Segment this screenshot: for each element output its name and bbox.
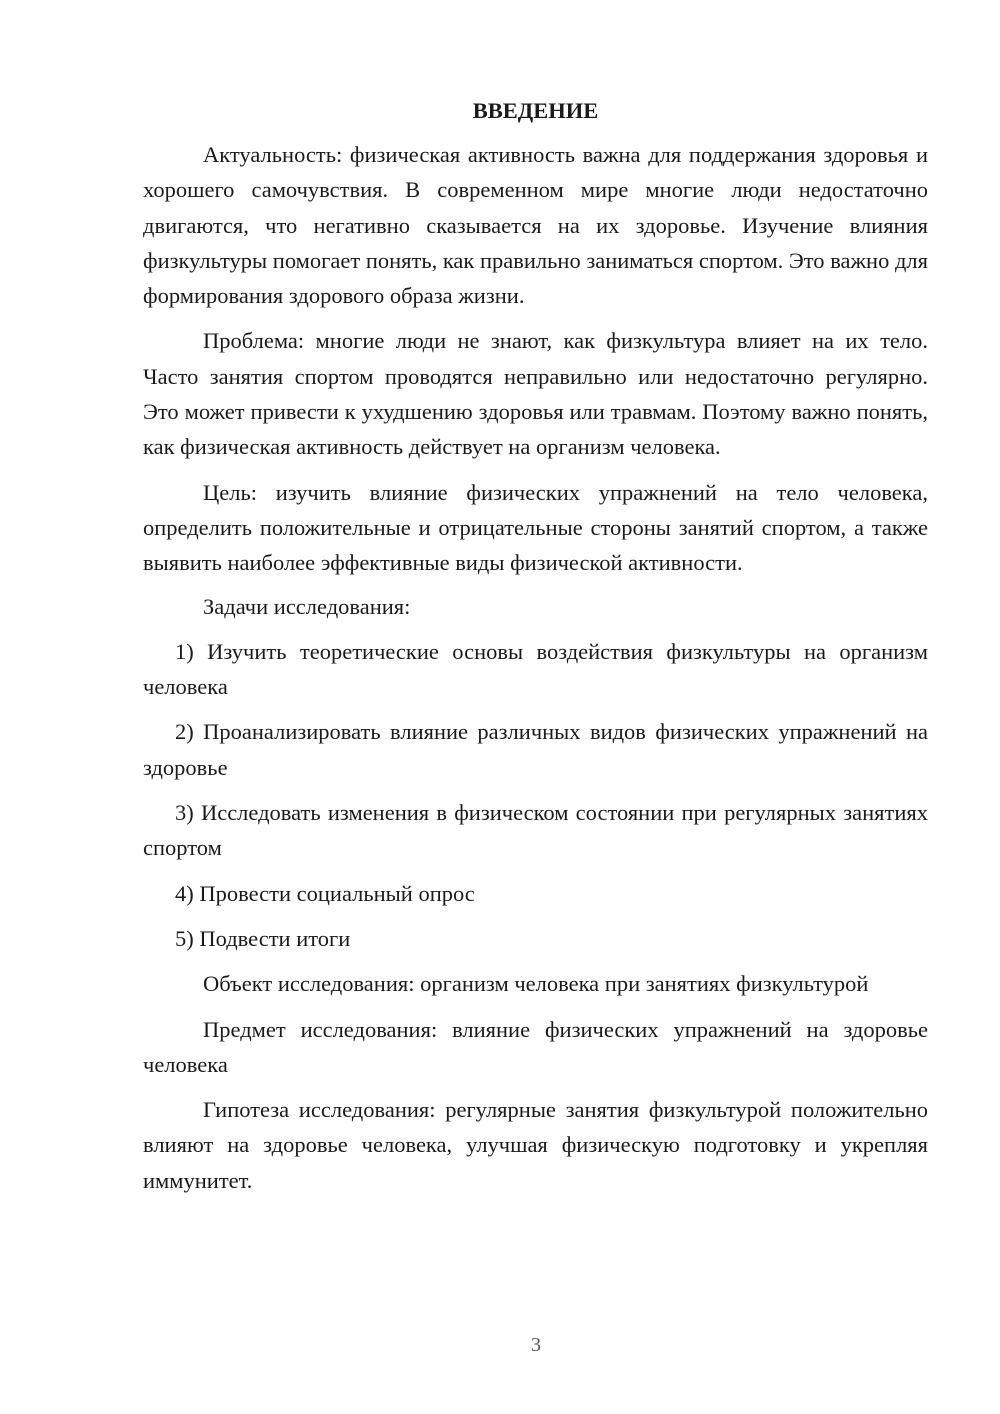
- problem-paragraph: Проблема: многие люди не знают, как физкультура влияет на их тело. Часто занятия спортом проводятся неправильно или недостаточно регулярно. Это может привести к ухудшению здоровья или травмам. Поэтому важно понять, как физическая активность действует на организм человека.: [143, 328, 928, 460]
- task-item-4: 4) Провести социальный опрос: [175, 880, 475, 906]
- page-content: [143, 96, 928, 1208]
- page-number: 3: [531, 1334, 541, 1356]
- task-item-3: 3) Исследовать изменения в физическом состоянии при регулярных занятиях спортом: [143, 800, 928, 861]
- task-item-2: 2) Проанализировать влияние различных видов физических упражнений на здоровье: [143, 719, 928, 780]
- section-heading: ВВЕДЕНИЕ: [472, 98, 599, 123]
- task-item-5: 5) Подвести итоги: [175, 925, 351, 951]
- goal-paragraph: Цель: изучить влияние физических упражнений на тело человека, определить положительные и отрицательные стороны занятий спортом, а также выявить наиболее эффективные виды физической активности.: [143, 479, 928, 576]
- subject-paragraph: Предмет исследования: влияние физических упражнений на здоровье человека: [143, 1016, 928, 1077]
- relevance-paragraph: Актуальность: физическая активность важна для поддержания здоровья и хорошего самочувствия. В современном мире многие люди недостаточно двигаются, что негативно сказывается на их здоровье. Изучение влияния физкультуры помогает понять, как правильно заниматься спортом. Это важно для формирования здорового образа жизни.: [143, 142, 928, 309]
- tasks-intro: Задачи исследования:: [203, 593, 411, 619]
- hypothesis-paragraph: Гипотеза исследования: регулярные занятия физкультурой положительно влияют на здоровье человека, улучшая физическую подготовку и укрепляя иммунитет.: [143, 1097, 928, 1193]
- task-item-1: 1) Изучить теоретические основы воздействия физкультуры на организм человека: [143, 638, 928, 700]
- object-paragraph: Объект исследования: организм человека при занятиях физкультурой: [203, 971, 869, 997]
